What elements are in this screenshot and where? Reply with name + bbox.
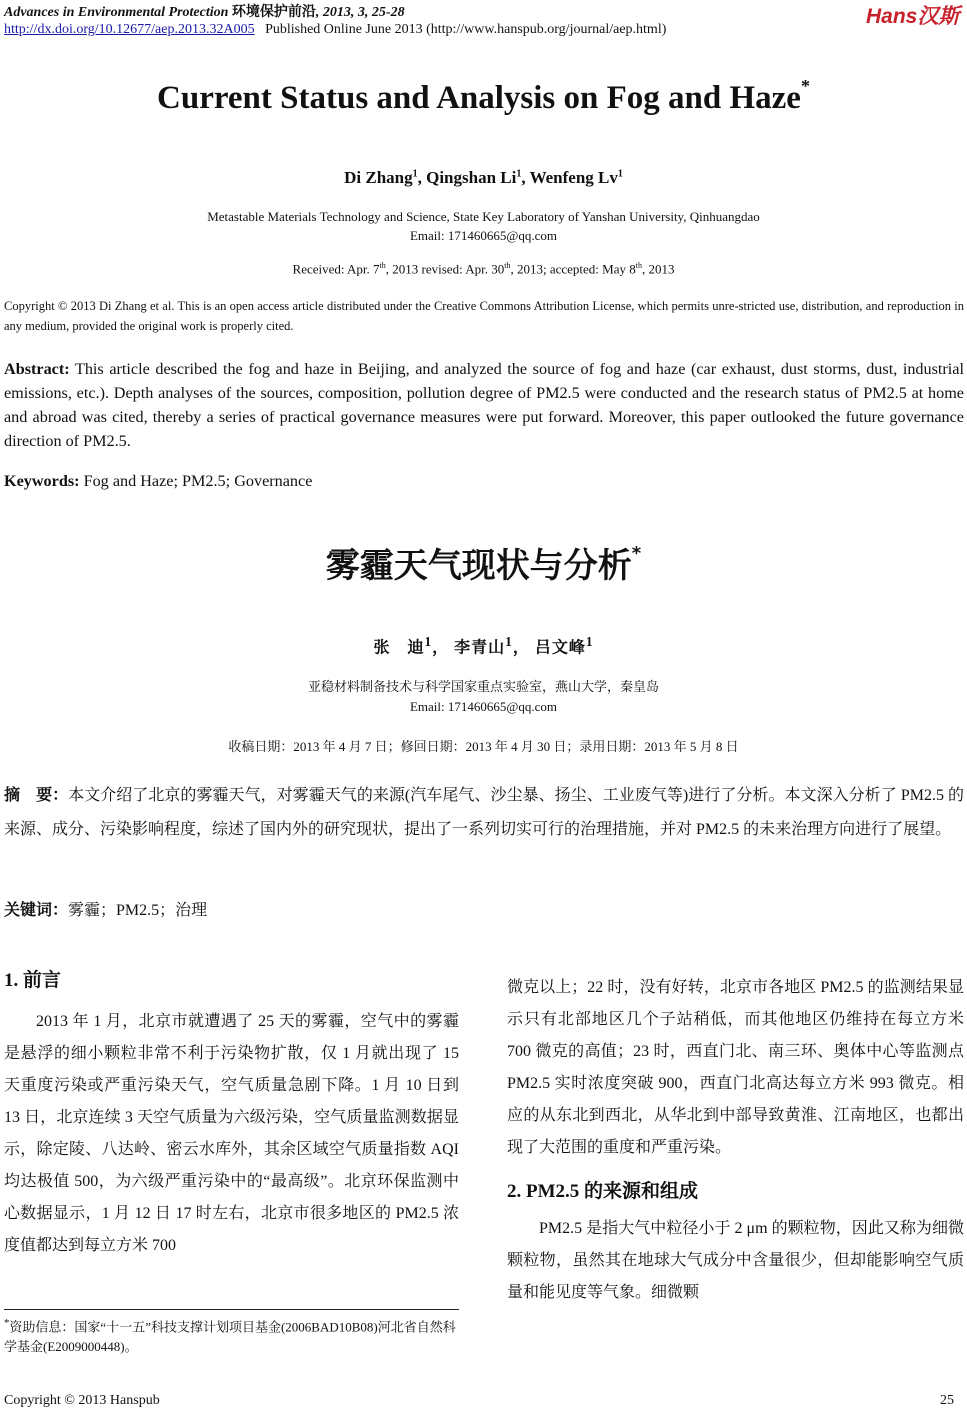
- author-name-cn: 吕文峰: [534, 639, 586, 657]
- keywords-text: Fog and Haze; PM2.5; Governance: [79, 472, 313, 490]
- keywords-cn-text: 雾霾；PM2.5；治理: [68, 902, 208, 919]
- title-footnote-mark: *: [800, 76, 810, 96]
- published-info: Published Online June 2013 (http://www.hanspub.org/journal/aep.html): [265, 22, 667, 37]
- keywords-cn: [4, 897, 207, 920]
- doi-line: [4, 22, 666, 38]
- date-suffix: th: [504, 261, 511, 270]
- footnote-mark: *: [4, 1317, 10, 1329]
- abstract-label: Abstract:: [4, 360, 70, 378]
- section-2-paragraph: PM2.5 是指大气中粒径小于 2 μm 的颗粒物，因此又称为细微颗粒物，虽然其在地球大气成分中含量很少，但却能影响空气质量和能见度等气象。细微颗: [507, 1220, 964, 1301]
- author-affil-mark: 1: [516, 168, 522, 180]
- author-name-cn: 李青山: [454, 639, 506, 657]
- affiliation-cn: 亚稳材料制备技术与科学国家重点实验室，燕山大学，秦皇岛: [307, 679, 659, 694]
- affiliation-block-cn: [0, 677, 967, 717]
- copyright-notice: Copyright © 2013 Di Zhang et al. This is an open access article distributed under the Creative Commons Attribution License, which permits unre-stricted use, distribution, and reproduction in any medium, provided the original work is properly cited.: [4, 299, 964, 333]
- author-name: Qingshan Li: [426, 168, 517, 187]
- right-column: [507, 972, 964, 1309]
- dates-line: [0, 261, 967, 277]
- date-suffix: th: [635, 261, 642, 270]
- author-affil-mark: 1: [412, 168, 418, 180]
- received-date: Received: Apr. 7: [292, 261, 380, 277]
- accepted-year: , 2013: [641, 261, 675, 277]
- section-heading-1: 1. 前言: [4, 970, 62, 991]
- title-cn-text: 雾霾天气现状与分析: [325, 546, 632, 586]
- author-affil-mark: 1: [585, 634, 594, 649]
- keywords-label: Keywords:: [4, 472, 80, 490]
- author-list-cn: 张 迪$^1$， 李青山$^1$， 吕文峰$^1$: [373, 634, 594, 657]
- keywords-en: [4, 472, 312, 491]
- abstract-text: This article described the fog and haze in Beijing, and analyzed the source of fog and haze (car exhaust, dust storms, dust, industrial emissions, etc.). Depth analyses of the sources, composition, pollution degree of PM2.5 were conducted and the research status of PM2.5 at home and abroad was cited, thereby a series of practical governance measures were put forward. Moreover, this paper outlooked the future governance direction of PM2.5.: [4, 360, 964, 450]
- title-cn-footnote-mark: *: [631, 542, 642, 564]
- volume-info: , 2013, 3, 25-28: [315, 5, 405, 20]
- section-1-continued: 微克以上；22 时，没有好转，北京市各地区 PM2.5 的监测结果显示只有北部地区几个子站稍低，而其他地区仍维持在每立方米 700 微克的高值；23 时，西直门北、南三环、奥体中心等监测点 PM2.5 实时浓度突破 900，西直门北高达每立方米 993 微克。相应的从东北到西北，从华北到中部导致黄淮、江南地区，也都出现了大范围的重度和严重污染。: [507, 979, 964, 1156]
- accepted-date: , 2013; accepted: May 8: [510, 261, 636, 277]
- author-name: Wenfeng Lv: [529, 168, 618, 187]
- footnote-divider: [4, 1309, 459, 1310]
- abstract-cn-text: 本文介绍了北京的雾霾天气，对雾霾天气的来源(汽车尾气、沙尘暴、扬尘、工业废气等)进行了分析。本文深入分析了 PM2.5 的来源、成分、污染影响程度，综述了国内外的研究现状，提出了一系列切实可行的治理措施，并对 PM2.5 的未来治理方向进行了展望。: [4, 787, 964, 838]
- paper-title: [0, 76, 967, 117]
- affiliation: Metastable Materials Technology and Science, State Key Laboratory of Yanshan University, Qinhuangdao: [207, 209, 760, 224]
- affiliation-block: [0, 207, 967, 245]
- dates-line-cn: 收稿日期：2013 年 4 月 7 日；修回日期：2013 年 4 月 30 日；录用日期：2013 年 5 月 8 日: [228, 739, 739, 754]
- footer-copyright: Copyright © 2013 Hanspub: [4, 1393, 160, 1408]
- abstract-en: [4, 357, 964, 453]
- author-affil-mark: 1: [505, 634, 513, 649]
- section-heading-2: 2. PM2.5 的来源和组成: [507, 1181, 699, 1202]
- author-list: Di Zhang$^1$, Qingshan Li$^1$, Wenfeng Lv$^1$: [344, 168, 623, 187]
- funding-footnote: [4, 1313, 464, 1357]
- abstract-cn: [4, 778, 964, 847]
- journal-name: Advances in Environmental Protection: [4, 5, 229, 20]
- email: Email: 171460665@qq.com: [409, 228, 557, 243]
- paper-title-cn: [0, 538, 967, 587]
- page-number: 25: [940, 1393, 954, 1408]
- publisher-logo: Hans汉斯: [866, 5, 960, 28]
- section-1-paragraph: 2013 年 1 月，北京市就遭遇了 25 天的雾霾，空气中的雾霾是悬浮的细小颗粒非常不利于污染物扩散，仅 1 月就出现了 15 天重度污染或严重污染天气，空气质量急剧下降。1 月 10 日到 13 日，北京连续 3 天空气质量为六级污染，空气质量监测数据显示，除定陵、八达岭、密云水库外，其余区域空气质量指数 AQI 均达极值 500，为六级严重污染中的“最高级”。北京环保监测中心数据显示，1 月 12 日 17 时左右，北京市很多地区的 PM2.5 浓度值都达到每立方米 700: [4, 1013, 459, 1254]
- abstract-cn-label: 摘 要：: [4, 785, 69, 804]
- title-text: Current Status and Analysis on Fog and Haze: [157, 80, 801, 116]
- date-suffix: th: [379, 261, 386, 270]
- footnote-text: 资助信息：国家“十一五”科技支撑计划项目基金(2006BAD10B08)河北省自然科学基金(E2009000448)。: [4, 1319, 456, 1355]
- author-name-cn: 张 迪: [373, 639, 425, 657]
- keywords-cn-label: 关键词：: [4, 900, 69, 919]
- author-affil-mark: 1: [424, 634, 433, 649]
- revised-date: , 2013 revised: Apr. 30: [385, 261, 505, 277]
- email-cn: Email: 171460665@qq.com: [409, 699, 557, 714]
- author-affil-mark: 1: [617, 168, 623, 180]
- journal-header: [4, 1, 405, 21]
- doi-link[interactable]: http://dx.doi.org/10.12677/aep.2013.32A005: [4, 22, 255, 37]
- author-name: Di Zhang: [344, 168, 413, 187]
- left-column: [4, 965, 459, 1262]
- journal-name-cn: 环境保护前沿: [231, 5, 316, 20]
